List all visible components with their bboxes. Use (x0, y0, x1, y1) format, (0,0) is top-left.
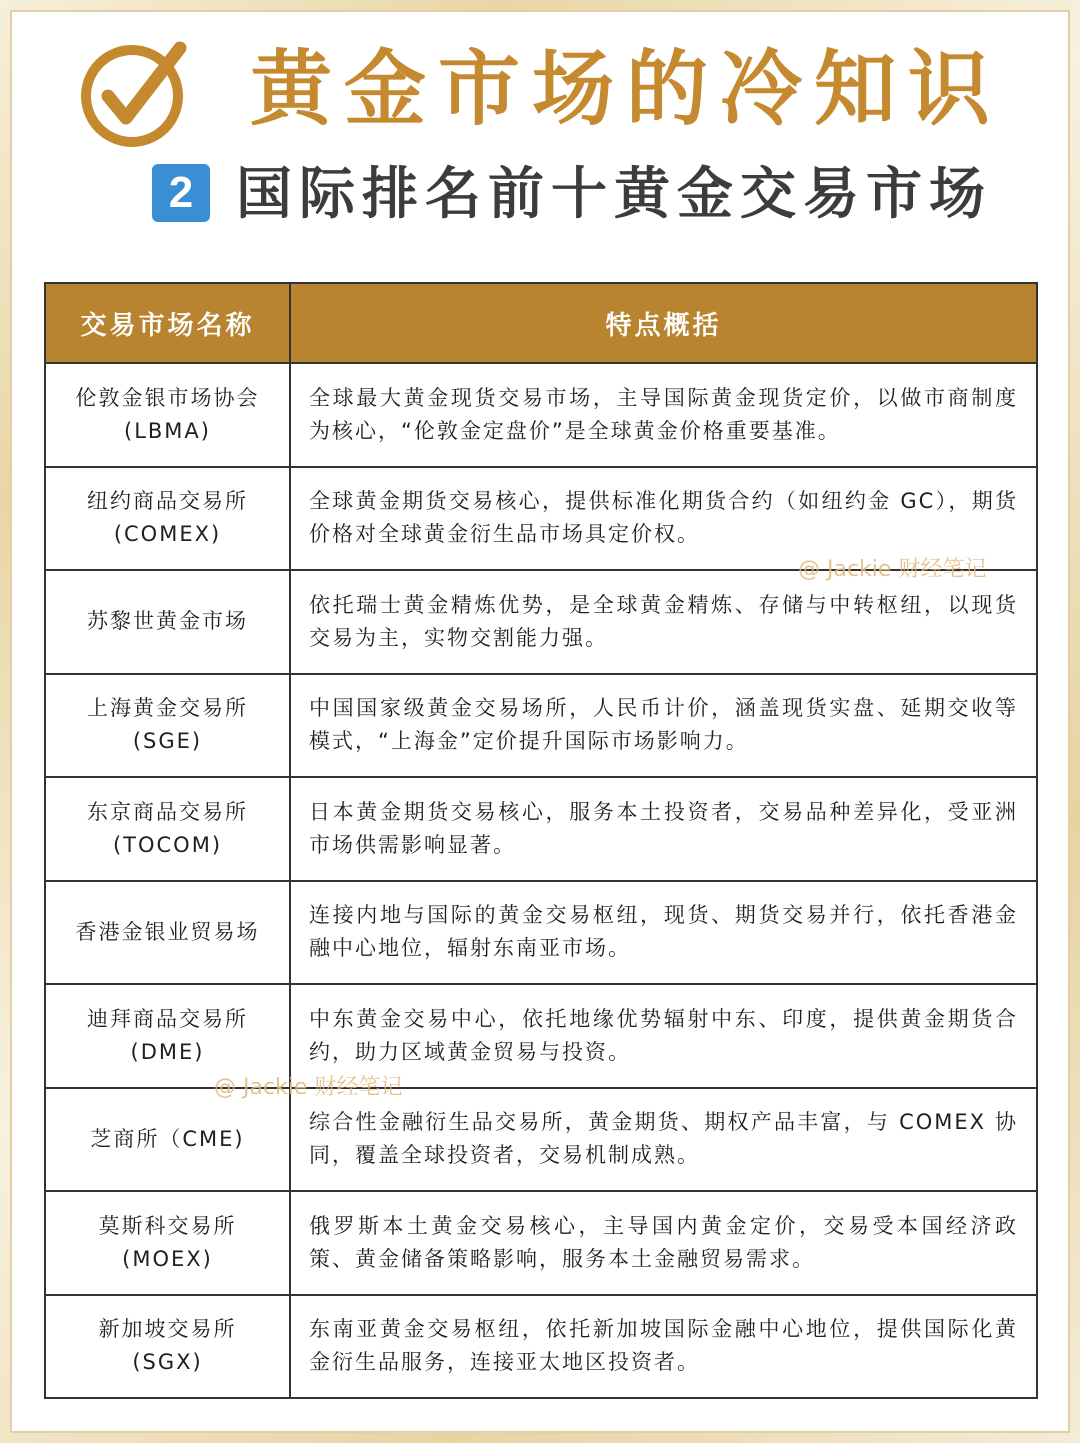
market-abbreviation: (LBMA) (124, 418, 211, 443)
table-row (45, 777, 1037, 881)
table-row (45, 1191, 1037, 1295)
table-row (45, 674, 1037, 778)
market-name: 新加坡交易所 (98, 1317, 237, 1342)
market-name: 伦敦金银市场协会 (75, 385, 260, 410)
market-features-cell: 中东黄金交易中心，依托地缘优势辐射中东、印度，提供黄金期货合约，助力区域黄金贸易与投资。 (290, 984, 1037, 1088)
market-name-cell (45, 467, 290, 571)
market-name: 纽约商品交易所 (87, 489, 248, 514)
market-abbreviation: (SGX) (132, 1350, 203, 1375)
market-name-cell (45, 881, 290, 985)
market-features-cell: 全球最大黄金现货交易市场，主导国际黄金现货定价，以做市商制度为核心，“伦敦金定盘价”是全球黄金价格重要基准。 (290, 363, 1037, 467)
market-abbreviation: (DME) (130, 1039, 205, 1064)
market-abbreviation: (COMEX) (113, 522, 222, 547)
table-row (45, 570, 1037, 674)
market-name: 苏黎世黄金市场 (87, 609, 248, 634)
market-name: 莫斯科交易所 (98, 1213, 237, 1238)
market-features-cell: 连接内地与国际的黄金交易枢纽，现货、期货交易并行，依托香港金融中心地位，辐射东南亚市场。 (290, 881, 1037, 985)
market-name-cell (45, 1191, 290, 1295)
market-name: 香港金银业贸易场 (75, 919, 260, 944)
watermark: @ Jackie 财经笔记 (798, 557, 987, 582)
market-name: 迪拜商品交易所 (87, 1006, 248, 1031)
market-features-cell: 依托瑞士黄金精炼优势，是全球黄金精炼、存储与中转枢纽，以现货交易为主，实物交割能力强。 (290, 570, 1037, 674)
table-row (45, 467, 1037, 571)
market-name-cell (45, 1088, 290, 1192)
table-row (45, 1295, 1037, 1399)
market-name-cell (45, 984, 290, 1088)
market-features-cell: 全球黄金期货交易核心，提供标准化期货合约（如纽约金 GC），期货价格对全球黄金衍生品市场具定价权。 (290, 467, 1037, 571)
watermark: @ Jackie 财经笔记 (214, 1075, 403, 1100)
market-name-cell (45, 777, 290, 881)
market-features-cell: 综合性金融衍生品交易所，黄金期货、期权产品丰富，与 COMEX 协同，覆盖全球投资者，交易机制成熟。 (290, 1088, 1037, 1192)
market-name: 芝商所（CME) (90, 1126, 245, 1151)
market-abbreviation: (MOEX) (122, 1246, 213, 1271)
market-name-cell (45, 363, 290, 467)
market-features-cell: 中国国家级黄金交易场所，人民币计价，涵盖现货实盘、延期交收等模式，“上海金”定价提升国际市场影响力。 (290, 674, 1037, 778)
section-subtitle: 国际排名前十黄金交易市场 (236, 162, 992, 227)
market-name-cell (45, 570, 290, 674)
market-features-cell: 日本黄金期货交易核心，服务本土投资者，交易品种差异化，受亚洲市场供需影响显著。 (290, 777, 1037, 881)
table-row (45, 363, 1037, 467)
table-header-row (45, 283, 1037, 363)
market-name-cell (45, 1295, 290, 1399)
market-name: 上海黄金交易所 (87, 696, 248, 721)
market-features-cell: 东南亚黄金交易枢纽，依托新加坡国际金融中心地位，提供国际化黄金衍生品服务，连接亚太地区投资者。 (290, 1295, 1037, 1399)
section-number-badge: 2 (152, 164, 210, 222)
market-name-cell (45, 674, 290, 778)
market-name: 东京商品交易所 (87, 799, 248, 824)
check-circle-icon (80, 38, 190, 148)
page-title: 黄金市场的冷知识 (250, 42, 1003, 137)
table-body (45, 363, 1037, 1398)
table-row (45, 984, 1037, 1088)
gold-markets-table (44, 282, 1038, 1399)
header (0, 0, 1080, 270)
market-abbreviation: (SGE) (132, 729, 203, 754)
column-header-features: 特点概括 (290, 283, 1037, 363)
market-abbreviation: (TOCOM) (112, 832, 223, 857)
table-row (45, 881, 1037, 985)
market-features-cell: 俄罗斯本土黄金交易核心，主导国内黄金定价，交易受本国经济政策、黄金储备策略影响，服务本土金融贸易需求。 (290, 1191, 1037, 1295)
table-row (45, 1088, 1037, 1192)
column-header-market-name: 交易市场名称 (45, 283, 290, 363)
